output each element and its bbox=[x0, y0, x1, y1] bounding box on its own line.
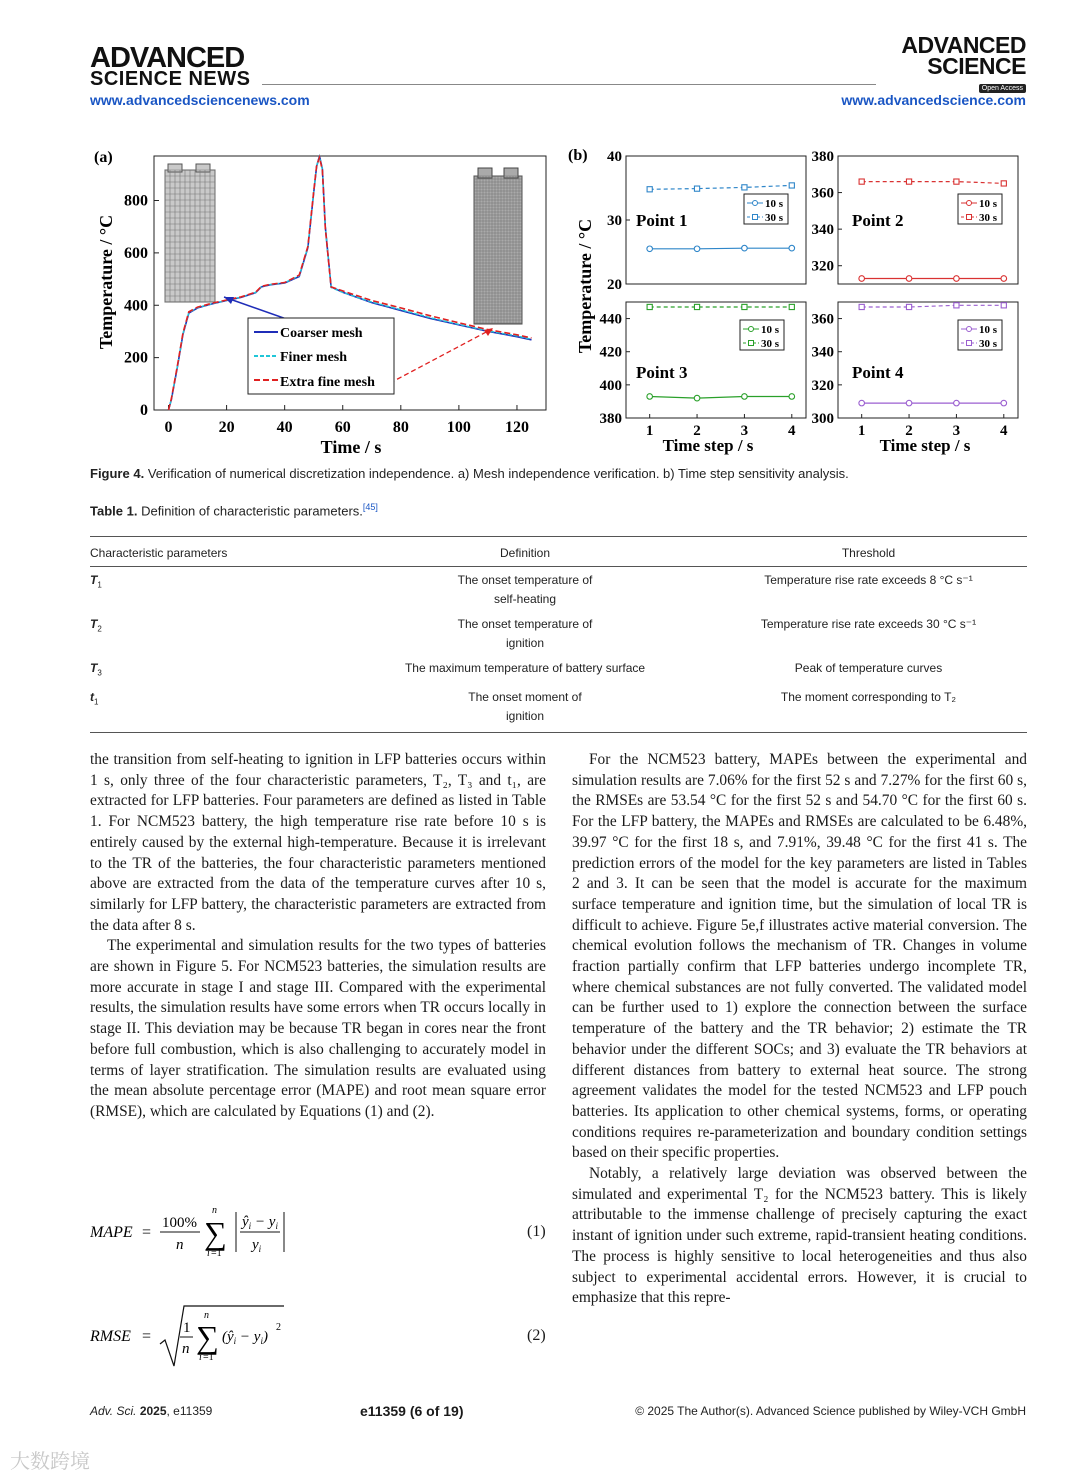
svg-text:n: n bbox=[204, 1310, 209, 1321]
axis-ylabel-a: Temperature / °C bbox=[96, 214, 116, 350]
table-row: $T_1$ The onset temperature of self-heating Temperature rise rate exceeds 8 °C s⁻¹ bbox=[90, 573, 973, 606]
x-tick-label: 1 bbox=[645, 423, 654, 439]
y-tick-label: 340 bbox=[811, 344, 834, 361]
footer-page: e11359 (6 of 19) bbox=[360, 1403, 464, 1419]
table-caption-text: Definition of characteristic parameters. bbox=[141, 503, 363, 519]
panel-b-label: (b) bbox=[568, 147, 588, 164]
logo-line1: ADVANCED bbox=[90, 42, 245, 74]
svg-text:i: i bbox=[199, 1352, 202, 1363]
table-caption bbox=[90, 502, 378, 518]
data-point bbox=[859, 276, 865, 282]
x-tick-label: 60 bbox=[334, 419, 351, 436]
series-line-30s bbox=[650, 185, 792, 189]
x-tick-label: 120 bbox=[504, 419, 529, 436]
subplot-point-4 bbox=[812, 302, 1019, 439]
legend-extra: Extra fine mesh bbox=[280, 375, 375, 390]
legend-marker bbox=[753, 215, 758, 220]
axis-xlabel-b1: Time step / s bbox=[662, 436, 754, 455]
data-point bbox=[694, 395, 700, 401]
series-line-30s bbox=[862, 305, 1004, 307]
left-paragraph-1: the transition from self-heating to ignition in LFP batteries occurs within 1 s, only three of the four characteristic parameters, T₂, T₃ and t₁, are extracted for LFP batteries. Four parameters are defined as listed in Table 1. For NCM523 battery, the high temperature rise rate before 10 s is entirely caused by the external high-temperature. Because it is irrelevant to the TR of the batteries, the four characteristic parameters mentioned above are extracted from the data of the temperature curves after 10 s, similarly for LFP battery, the characteristic parameters are extracted from the data after 8 s. bbox=[90, 751, 546, 934]
data-point bbox=[906, 179, 911, 184]
svg-text:1: 1 bbox=[183, 1320, 191, 1336]
subplot-point-3 bbox=[600, 302, 807, 439]
legend-marker bbox=[967, 341, 972, 346]
data-point bbox=[742, 185, 747, 190]
svg-text:n: n bbox=[182, 1341, 190, 1357]
figure-4 bbox=[88, 140, 1033, 458]
x-tick-label: 80 bbox=[392, 419, 409, 436]
y-tick-label: 600 bbox=[124, 244, 148, 262]
svg-text:ŷi − yi: $ŷ_i - y_i$ bbox=[242, 1214, 278, 1231]
data-point bbox=[954, 303, 959, 308]
svg-text:=1: =1 bbox=[211, 1248, 222, 1259]
subplot-legend bbox=[740, 320, 784, 350]
x-tick-label: 100 bbox=[446, 419, 471, 436]
x-tick-label: 2 bbox=[693, 423, 701, 439]
svg-text:n: n bbox=[176, 1237, 184, 1253]
svg-text:=: = bbox=[142, 1328, 152, 1345]
legend-label: 10 s bbox=[765, 198, 784, 210]
table-row: $T_2$ The onset temperature of ignition Temperature rise rate exceeds 30 °C s⁻¹ bbox=[90, 617, 977, 650]
journal-logo bbox=[901, 34, 1026, 94]
legend-label: 30 s bbox=[761, 338, 780, 350]
y-tick-label: 380 bbox=[599, 411, 622, 427]
legend-label: 10 s bbox=[979, 324, 998, 336]
y-tick-label: 800 bbox=[124, 192, 148, 210]
legend-finer: Finer mesh bbox=[280, 350, 348, 365]
left-paragraph-2: The experimental and simulation results for the two types of batteries are shown in Figure 5. For NCM523 batteries, the simulation results are more accurate in stage I and stage III. Compared with the experimental results, the simulation results have some errors when TR occurs locally in stage II. This deviation may be because TR began in cores near the front before full combustion, which is also challenging to accurately model in terms of layer stratification. The simulation results are evaluated using the mean absolute percentage error (MAPE) and root mean square error (RMSE), which are calculated by Equations (1) and (2). bbox=[90, 937, 546, 1120]
svg-text:n: n bbox=[212, 1205, 217, 1216]
table-header-threshold: Threshold bbox=[841, 546, 896, 560]
x-tick-label: 0 bbox=[164, 419, 173, 436]
subplot-point-2 bbox=[812, 149, 1019, 284]
data-point bbox=[906, 276, 912, 282]
data-point bbox=[859, 304, 864, 309]
equation-1 bbox=[90, 1200, 550, 1270]
series-line-30s bbox=[862, 182, 1004, 184]
y-tick-label: 420 bbox=[599, 344, 622, 361]
fine-mesh-image bbox=[474, 168, 522, 324]
legend-label: 30 s bbox=[979, 212, 998, 224]
axis-xlabel-a: Time / s bbox=[320, 437, 382, 457]
arrow-fine bbox=[390, 330, 490, 383]
data-point bbox=[1001, 400, 1007, 406]
right-column bbox=[572, 750, 1027, 1309]
equation-1-number: (1) bbox=[527, 1223, 546, 1240]
data-point bbox=[742, 245, 748, 251]
publisher-link[interactable]: www.advancedsciencenews.com bbox=[90, 92, 310, 108]
legend-label: 30 s bbox=[765, 212, 784, 224]
table-header-param: Characteristic parameters bbox=[90, 546, 228, 560]
svg-text:MAPE: MAPE bbox=[90, 1224, 133, 1241]
subplot-title: Point 3 bbox=[636, 363, 688, 382]
y-tick-label: 360 bbox=[811, 185, 834, 202]
x-tick-label: 40 bbox=[276, 419, 293, 436]
left-column bbox=[90, 750, 546, 1123]
figure-caption-text: Verification of numerical discretization independence. a) Mesh independence verification. b) Time step sensitivity analysis. bbox=[147, 466, 849, 481]
svg-text:yi: $y_i$ bbox=[252, 1237, 262, 1254]
right-paragraph-1: For the NCM523 battery, MAPEs between the experimental and simulation results are 7.06% for the first 52 s and 7.27% for the first 60 s, the RMSEs are 53.54 °C for the first 52 s and 54.70 °C for the first 60 s. For the LFP battery, the MAPEs and RMSEs are calculated to be 6.48%, 39.97 °C for the first 18 s, and 7.91%, 39.48 °C for the first 41 s. The prediction errors of the model for the key parameters are listed in Tables 2 and 3. It can be seen that the model is accurate for the maximum surface temperature and ignition time, but the simulation of local TR is difficult to achieve. Figure 5e,f illustrates active material conversion. The chemical evolution follows the mechanism of TR. Changes in volume fraction partially confirm that LFP batteries undergo incomplete TR, where chemical substances are not fully converted. The validated model can be further used to 1) explore the connection between the surface temperature of the battery and the TR behavior; 2) estimate the TR behavior under the different SOCs; and 3) evaluate the TR behaviors at different distances from battery to external heat source. The strong agreement validates the model for the tested NCM523 and LFP pouch batteries. Its application to other chemical systems, forms, or operating conditions requires re-parameterization and boundary condition settings based on their specific properties. bbox=[572, 751, 1027, 1162]
figure-caption-label: Figure 4. bbox=[90, 466, 145, 481]
x-tick-label: 1 bbox=[857, 423, 866, 439]
timestep-charts bbox=[600, 149, 1019, 439]
journal-link[interactable]: www.advancedscience.com bbox=[841, 92, 1026, 108]
legend-label: 30 s bbox=[979, 338, 998, 350]
subplot-title: Point 4 bbox=[852, 363, 904, 382]
equation-2 bbox=[90, 1300, 550, 1372]
data-point bbox=[859, 400, 865, 406]
svg-text:∑: ∑ bbox=[204, 1215, 227, 1251]
equation-2-number: (2) bbox=[527, 1327, 546, 1344]
footer-citation: Adv. Sci. 2025, e11359 bbox=[90, 1404, 213, 1418]
x-tick-label: 20 bbox=[218, 419, 235, 436]
series-line-10s bbox=[650, 397, 792, 399]
legend-marker bbox=[749, 341, 754, 346]
panel-a-label: (a) bbox=[94, 149, 113, 166]
coarse-mesh-image bbox=[165, 164, 215, 302]
svg-text:∑: ∑ bbox=[196, 1319, 219, 1355]
legend-marker bbox=[967, 327, 972, 332]
legend-marker bbox=[753, 201, 758, 206]
axis-xlabel-b2: Time step / s bbox=[879, 436, 971, 455]
open-access-badge: Open Access bbox=[979, 84, 1026, 93]
subplot-title: Point 2 bbox=[852, 211, 904, 230]
table-header-definition: Definition bbox=[499, 546, 551, 560]
y-tick-label: 40 bbox=[607, 149, 622, 165]
subplot-point-1 bbox=[607, 149, 806, 293]
y-tick-label: 20 bbox=[607, 277, 622, 293]
legend-marker bbox=[749, 327, 754, 332]
data-point bbox=[1001, 276, 1007, 282]
table-caption-label: Table 1. bbox=[90, 503, 138, 519]
y-tick-label: 400 bbox=[599, 377, 622, 394]
table-bottom-rule bbox=[90, 732, 1027, 733]
y-tick-label: 340 bbox=[811, 222, 834, 239]
y-tick-label: 320 bbox=[811, 377, 834, 394]
svg-text:=: = bbox=[142, 1224, 152, 1241]
data-point bbox=[954, 276, 960, 282]
legend-label: 10 s bbox=[761, 324, 780, 336]
data-point bbox=[742, 394, 748, 400]
data-point bbox=[647, 394, 653, 400]
data-point bbox=[1001, 181, 1006, 186]
watermark: 大数跨境 bbox=[10, 1451, 90, 1473]
data-point bbox=[694, 246, 700, 252]
subplot-frame bbox=[626, 302, 806, 418]
series-line-10s bbox=[650, 248, 792, 249]
parameter-table bbox=[90, 536, 1027, 733]
data-point bbox=[694, 304, 699, 309]
data-point bbox=[954, 400, 960, 406]
footer-copyright: © 2025 The Author(s). Advanced Science published by Wiley-VCH GmbH bbox=[635, 1404, 1026, 1418]
header-rule bbox=[262, 84, 876, 85]
right-paragraph-2: Notably, a relatively large deviation was observed between the simulated and experimental T₂ for the NCM523 battery. This is likely attributable to the immense challenge of precisely capturing the exact instant of ignition under such extreme, rapid-transient heating conditions. The process is highly sensitive to local heterogeneities and thus also subject to experimental accidental errors. However, it is crucial to emphasize that this repre- bbox=[572, 1165, 1027, 1307]
svg-text:100%: 100% bbox=[162, 1215, 197, 1231]
legend-a bbox=[248, 318, 394, 394]
y-tick-label: 440 bbox=[599, 311, 622, 328]
subplot-frame bbox=[838, 302, 1018, 418]
y-tick-label: 360 bbox=[811, 311, 834, 328]
data-point bbox=[694, 186, 699, 191]
data-point bbox=[1001, 303, 1006, 308]
y-tick-label: 0 bbox=[140, 402, 148, 419]
mesh-chart bbox=[96, 156, 546, 457]
journal-logo-line2: SCIENCE bbox=[927, 53, 1026, 79]
data-point bbox=[742, 304, 747, 309]
data-point bbox=[647, 246, 653, 252]
data-point bbox=[954, 179, 959, 184]
svg-text:(ŷi − yi): $(ŷ_i - y_i)$ bbox=[222, 1329, 268, 1346]
subplot-legend bbox=[744, 194, 788, 224]
y-tick-label: 200 bbox=[124, 349, 148, 367]
table-caption-ref[interactable]: [45] bbox=[362, 502, 378, 512]
subplot-legend bbox=[958, 320, 1002, 350]
legend-coarser: Coarser mesh bbox=[280, 326, 363, 341]
data-point bbox=[789, 245, 795, 251]
figure-caption bbox=[90, 466, 849, 481]
logo-line2: SCIENCE NEWS bbox=[90, 68, 251, 90]
data-point bbox=[789, 304, 794, 309]
data-point bbox=[647, 187, 652, 192]
data-point bbox=[789, 394, 795, 400]
publisher-logo bbox=[90, 44, 250, 89]
y-tick-label: 320 bbox=[811, 258, 834, 275]
legend-marker bbox=[967, 215, 972, 220]
svg-text:i: i bbox=[207, 1248, 210, 1259]
subplot-legend bbox=[958, 194, 1002, 224]
svg-text:RMSE: RMSE bbox=[90, 1328, 131, 1345]
data-point bbox=[647, 304, 652, 309]
legend-label: 10 s bbox=[979, 198, 998, 210]
x-tick-label: 2 bbox=[905, 423, 913, 439]
subplot-title: Point 1 bbox=[636, 211, 688, 230]
y-tick-label: 400 bbox=[124, 297, 148, 315]
table-row: $T_3$ The maximum temperature of battery surface Peak of temperature curves bbox=[90, 661, 943, 678]
table-row: $t_1$ The onset moment of ignition The moment corresponding to T₂ bbox=[90, 690, 957, 724]
data-point bbox=[906, 304, 911, 309]
data-point bbox=[859, 179, 864, 184]
x-tick-label: 4 bbox=[788, 423, 796, 439]
y-tick-label: 30 bbox=[607, 213, 622, 229]
x-tick-label: 4 bbox=[1000, 423, 1008, 439]
x-tick-label: 3 bbox=[952, 423, 961, 439]
y-tick-label: 380 bbox=[811, 149, 834, 165]
y-tick-label: 300 bbox=[811, 411, 834, 427]
data-point bbox=[789, 183, 794, 188]
svg-text:2: 2 bbox=[276, 1322, 281, 1333]
x-tick-label: 3 bbox=[740, 423, 749, 439]
data-point bbox=[906, 400, 912, 406]
svg-text:=1: =1 bbox=[203, 1352, 214, 1363]
journal-logo-line1: ADVANCED bbox=[901, 32, 1026, 58]
legend-marker bbox=[967, 201, 972, 206]
axis-ylabel-b: Temperature / °C bbox=[575, 218, 595, 354]
